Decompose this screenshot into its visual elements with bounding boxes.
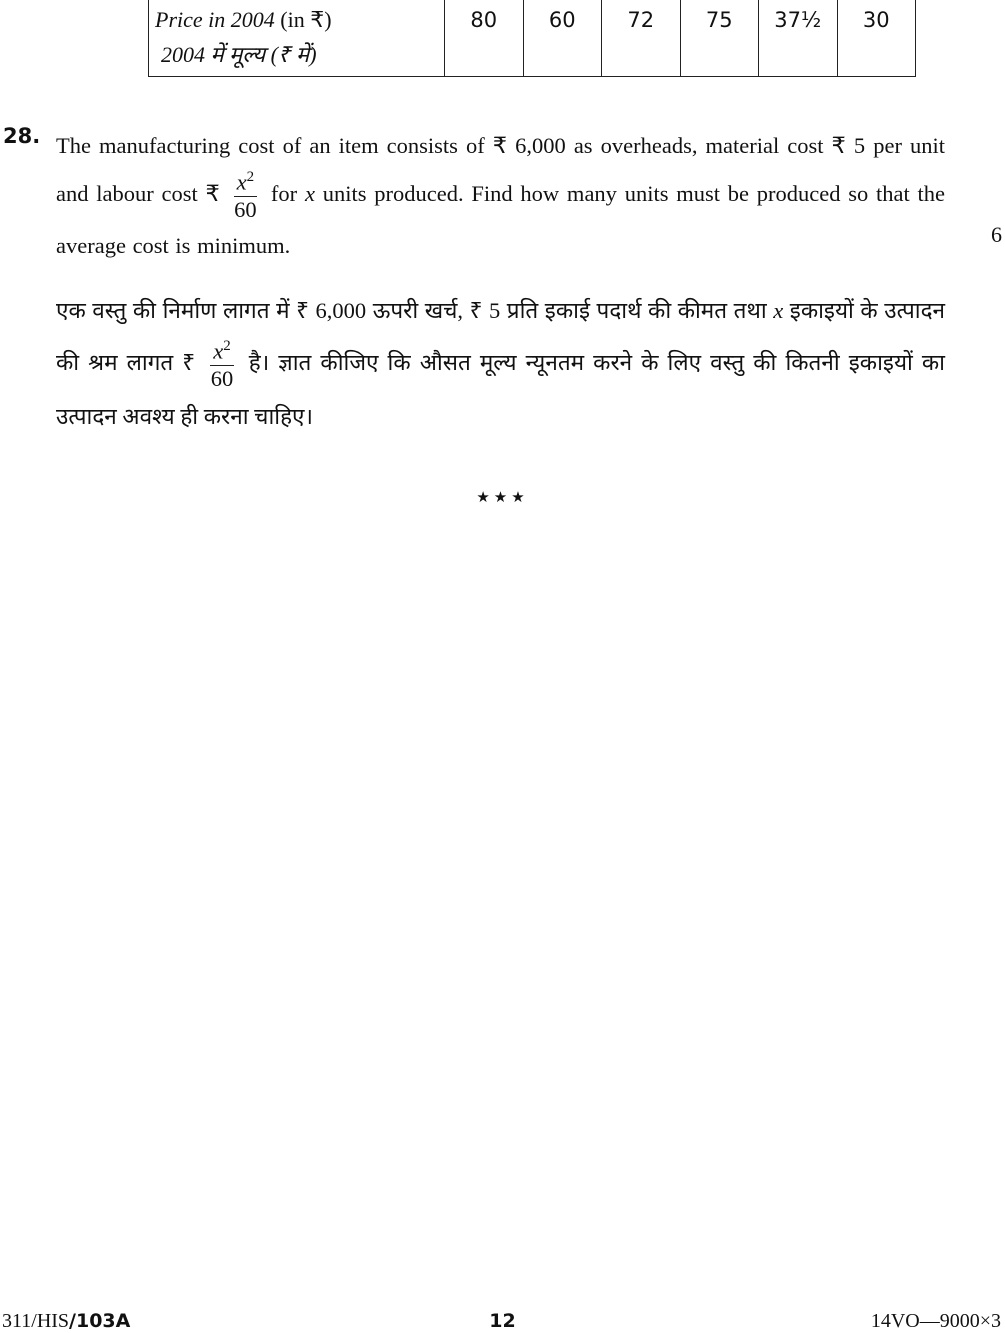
frac-var: x xyxy=(236,169,247,195)
table-cell: 30 xyxy=(837,0,916,77)
table-cell: 60 xyxy=(523,0,602,77)
footer-print-code: 14VO—9000×3 xyxy=(870,1310,1001,1332)
row-label xyxy=(149,0,445,77)
end-stars: ★★★ xyxy=(476,488,529,506)
marks: 6 xyxy=(991,222,1002,247)
table-cell: 72 xyxy=(602,0,681,77)
question-en-part3: units produced. Find how many units must be produced so that the average cost is minimum. xyxy=(56,181,946,258)
fraction-x2-over-60 xyxy=(234,170,258,222)
table-cell: 75 xyxy=(680,0,759,77)
row-label-en: Price in 2004 xyxy=(155,7,275,32)
frac-var: x xyxy=(213,338,224,364)
question-en-part2: for xyxy=(270,181,298,206)
frac-exp: 2 xyxy=(246,169,255,186)
row-label-unit: (in ₹) xyxy=(280,7,332,32)
question-hi-part1: एक वस्तु की निर्माण लागत में ₹ 6,000 ऊपरी खर्च, ₹ 5 प्रति इकाई पदार्थ की कीमत तथा xyxy=(56,298,767,323)
table-cell: 80 xyxy=(445,0,524,77)
page-number: 12 xyxy=(489,1310,516,1332)
fraction-x2-over-60-hi xyxy=(210,339,234,391)
question-text-english xyxy=(56,122,945,270)
question-en-var: x xyxy=(304,181,315,206)
price-table xyxy=(148,0,916,77)
question-hi-var: x xyxy=(773,298,784,323)
footer-code-prefix: 311/HIS xyxy=(2,1310,70,1332)
row-label-hi: 2004 में मूल्य (₹ में) xyxy=(161,42,317,67)
question-hi-part3: है। ज्ञात कीजिए कि औसत मूल्य न्यूनतम करने के लिए वस्तु की कितनी इकाइयों का उत्पादन अवश्य ही करना चाहिए। xyxy=(56,350,945,429)
frac-exp: 2 xyxy=(223,338,231,355)
question-en-part1: The manufacturing cost of an item consists of ₹ 6,000 as overheads, material cost ₹ 5 per unit and labour cost ₹ xyxy=(56,133,945,206)
question-text-hindi xyxy=(56,285,945,443)
frac-den: 60 xyxy=(234,197,257,223)
table-cell: 37½ xyxy=(759,0,838,77)
question-hi-part2: इकाइयों के उत्पादन की श्रम लागत ₹ xyxy=(56,298,946,375)
frac-den: 60 xyxy=(210,366,234,392)
footer-code-bold: /103A xyxy=(69,1310,131,1332)
table-row xyxy=(149,0,916,77)
question-number: 28. xyxy=(3,124,41,148)
